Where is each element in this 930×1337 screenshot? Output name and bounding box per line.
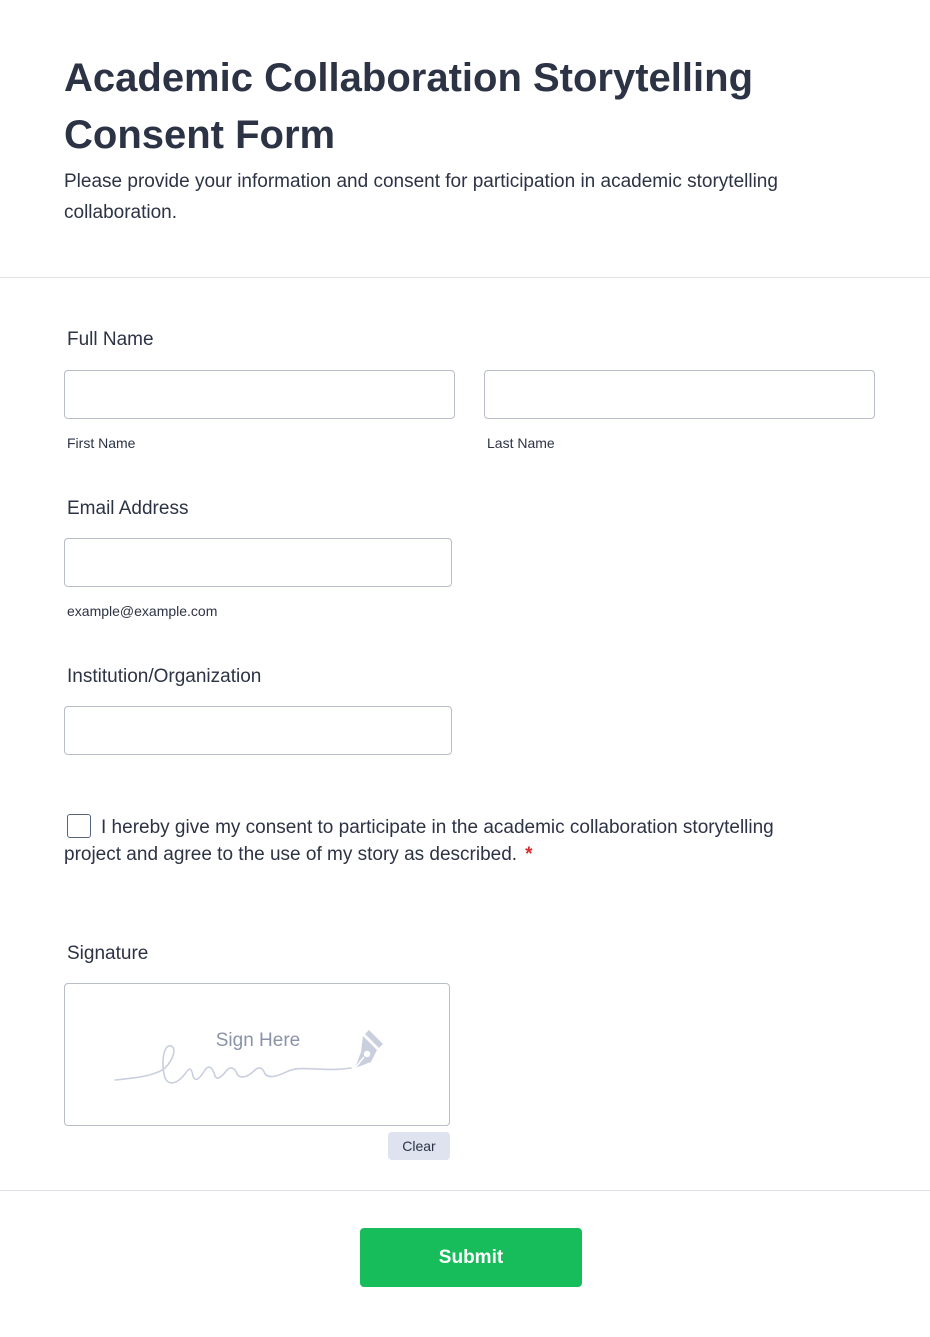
consent-checkbox[interactable]: [67, 814, 91, 838]
email-input[interactable]: [64, 538, 452, 587]
signature-pad[interactable]: [64, 983, 450, 1126]
last-name-sublabel: Last Name: [487, 435, 555, 451]
email-sublabel: example@example.com: [67, 603, 218, 619]
form-header: [0, 0, 930, 278]
first-name-sublabel: First Name: [67, 435, 136, 451]
page-title: Academic Collaboration Storytelling Consent Form: [64, 56, 754, 157]
institution-input[interactable]: [64, 706, 452, 755]
consent-field: [64, 814, 784, 868]
signature-scribble-icon: [65, 984, 451, 1127]
full-name-label: Full Name: [67, 329, 154, 350]
clear-signature-button[interactable]: Clear: [388, 1132, 450, 1160]
institution-label: Institution/Organization: [67, 666, 262, 687]
footer-divider: [0, 1190, 930, 1191]
last-name-input[interactable]: [484, 370, 875, 419]
email-label: Email Address: [67, 498, 189, 519]
submit-button[interactable]: Submit: [360, 1228, 582, 1287]
required-marker: *: [525, 844, 533, 865]
consent-text: I hereby give my consent to participate in the academic collaboration storytelling project and agree to the use of my story as described.: [64, 817, 774, 865]
signature-label: Signature: [67, 943, 149, 964]
sign-here-placeholder: Sign Here: [215, 1030, 301, 1051]
page-subtitle: Please provide your information and consent for participation in academic storytelling collaboration.: [64, 171, 778, 223]
first-name-input[interactable]: [64, 370, 455, 419]
